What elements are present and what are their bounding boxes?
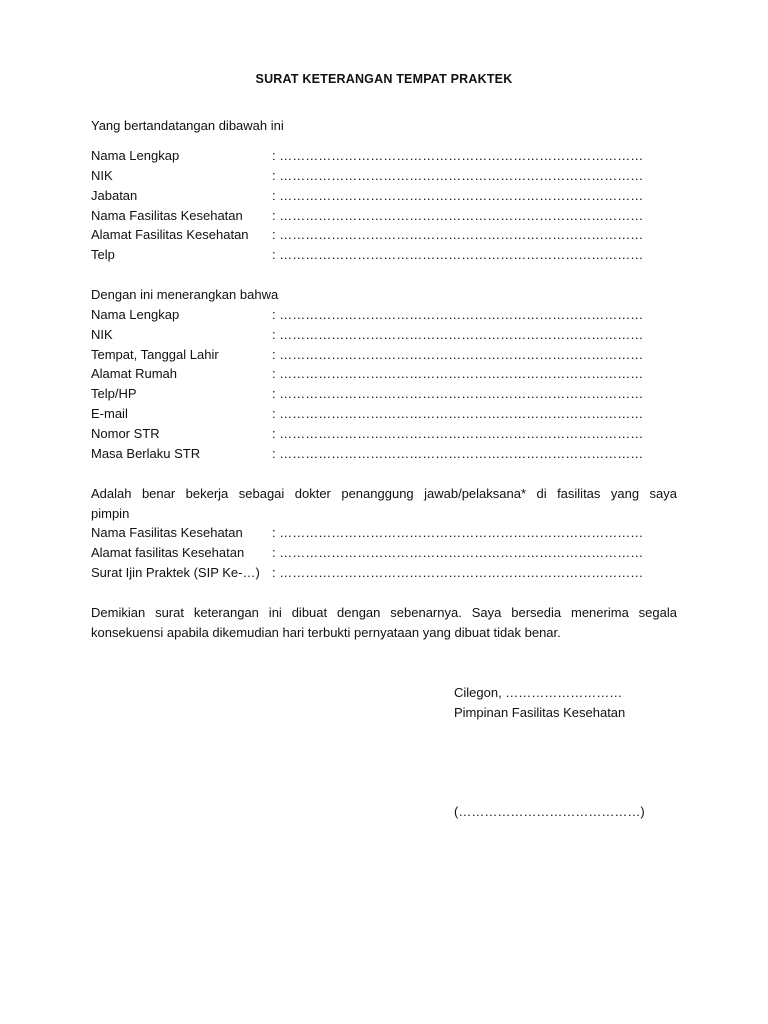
field-value-blank: : ………………………………………………………………………… xyxy=(272,168,644,183)
closing-statement-line: Demikian surat keterangan ini dibuat dengan sebenarnya. Saya bersedia menerima segala xyxy=(91,605,677,620)
document-title: SURAT KETERANGAN TEMPAT PRAKTEK xyxy=(255,72,513,86)
field-label: Surat Ijin Praktek (SIP Ke-…) xyxy=(91,565,260,580)
field-value-blank: : ………………………………………………………………………… xyxy=(272,525,644,540)
field-label: Nomor STR xyxy=(91,426,160,441)
field-label: Telp/HP xyxy=(91,386,137,401)
field-label: Alamat fasilitas Kesehatan xyxy=(91,545,245,560)
field-value-blank: : ………………………………………………………………………… xyxy=(272,386,644,401)
field-value-blank: : ………………………………………………………………………… xyxy=(272,446,644,461)
field-value-blank: : ………………………………………………………………………… xyxy=(272,565,644,580)
field-value-blank: : ………………………………………………………………………… xyxy=(272,406,644,421)
field-value-blank: : ………………………………………………………………………… xyxy=(272,545,644,560)
work-statement-line: pimpin xyxy=(91,506,130,521)
field-value-blank: : ………………………………………………………………………… xyxy=(272,247,644,262)
field-value-blank: : ………………………………………………………………………… xyxy=(272,227,644,242)
field-label: Tempat, Tanggal Lahir xyxy=(91,347,219,362)
field-label: NIK xyxy=(91,327,113,342)
field-value-blank: : ………………………………………………………………………… xyxy=(272,148,644,163)
field-value-blank: : ………………………………………………………………………… xyxy=(272,307,644,322)
field-label: Telp xyxy=(91,247,115,262)
field-value-blank: : ………………………………………………………………………… xyxy=(272,327,644,342)
field-label: Jabatan xyxy=(91,188,138,203)
field-label: E-mail xyxy=(91,406,128,421)
signature-name-placeholder: (……………………………………) xyxy=(454,804,645,819)
intro-text: Yang bertandatangan dibawah ini xyxy=(91,118,284,133)
field-label: Masa Berlaku STR xyxy=(91,446,201,461)
field-label: Nama Lengkap xyxy=(91,307,180,322)
signature-role: Pimpinan Fasilitas Kesehatan xyxy=(454,705,626,720)
closing-statement-line: konsekuensi apabila dikemudian hari terbukti pernyataan yang dibuat tidak benar. xyxy=(91,625,561,640)
field-label: Nama Fasilitas Kesehatan xyxy=(91,525,243,540)
work-statement-line: Adalah benar bekerja sebagai dokter penanggung jawab/pelaksana* di fasilitas yang saya xyxy=(91,486,677,501)
field-label: NIK xyxy=(91,168,113,183)
field-value-blank: : ………………………………………………………………………… xyxy=(272,208,644,223)
field-value-blank: : ………………………………………………………………………… xyxy=(272,426,644,441)
field-label: Nama Fasilitas Kesehatan xyxy=(91,208,243,223)
field-value-blank: : ………………………………………………………………………… xyxy=(272,188,644,203)
field-label: Nama Lengkap xyxy=(91,148,180,163)
field-label: Alamat Rumah xyxy=(91,366,177,381)
field-value-blank: : ………………………………………………………………………… xyxy=(272,347,644,362)
field-value-blank: : ………………………………………………………………………… xyxy=(272,366,644,381)
field-label: Alamat Fasilitas Kesehatan xyxy=(91,227,249,242)
signature-place-date: Cilegon, ……………………… xyxy=(454,685,623,700)
declare-intro-text: Dengan ini menerangkan bahwa xyxy=(91,287,279,302)
